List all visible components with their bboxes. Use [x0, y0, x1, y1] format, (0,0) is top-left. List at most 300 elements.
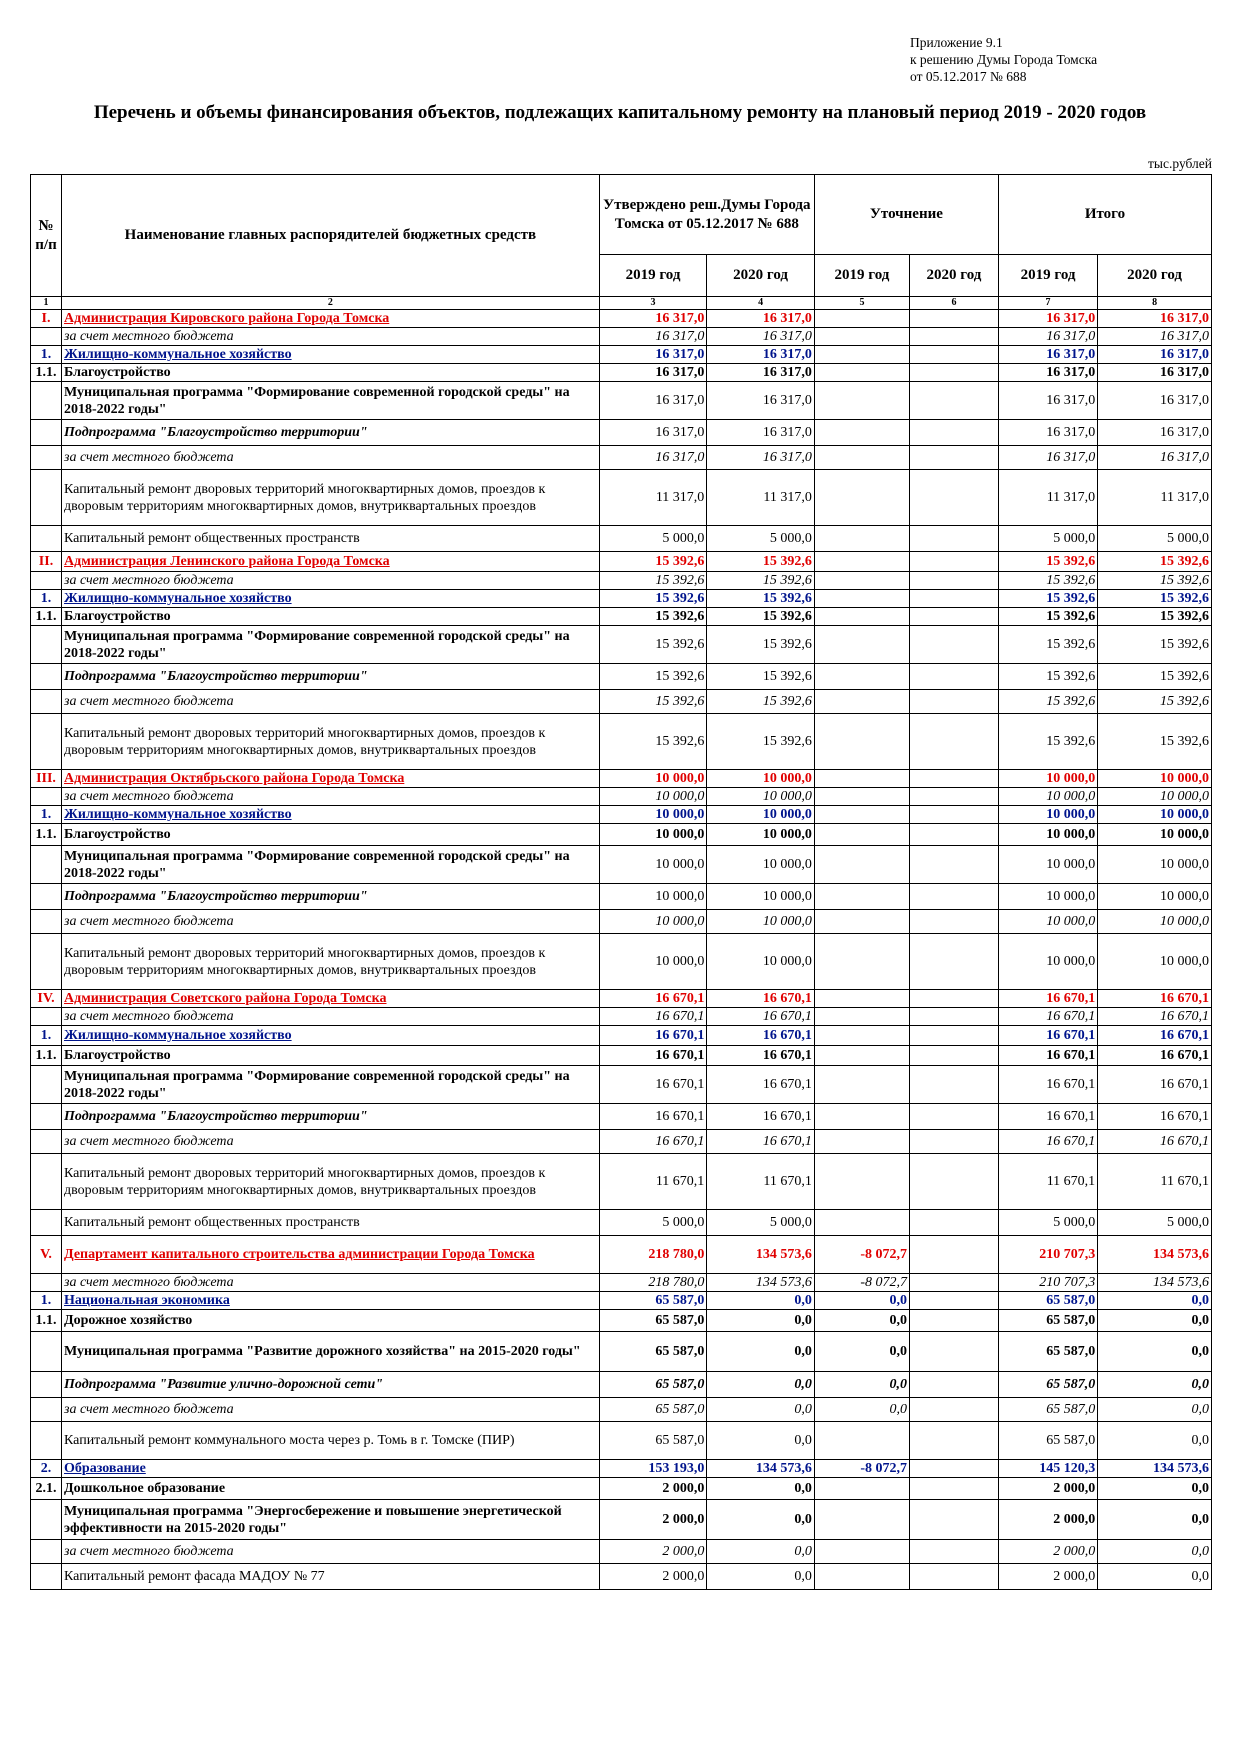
value-total-2020: 16 317,0	[1098, 382, 1212, 420]
value-total-2019: 2 000,0	[998, 1500, 1097, 1540]
header-year-2019: 2019 год	[599, 255, 707, 297]
table-row	[31, 1046, 1212, 1066]
value-total-2019: 210 707,3	[998, 1274, 1097, 1292]
value-total-2019: 2 000,0	[998, 1540, 1097, 1564]
value-total-2019: 16 317,0	[998, 346, 1097, 364]
value-clarification-2019: -8 072,7	[814, 1274, 909, 1292]
value-total-2020: 16 670,1	[1098, 1130, 1212, 1154]
value-clarification-2019	[814, 1540, 909, 1564]
value-total-2019: 15 392,6	[998, 552, 1097, 572]
value-total-2020: 16 317,0	[1098, 420, 1212, 446]
value-clarification-2020	[910, 664, 999, 690]
value-total-2019: 15 392,6	[998, 590, 1097, 608]
value-clarification-2019	[814, 1066, 909, 1104]
row-name: Администрация Советского района Города Томска	[62, 990, 600, 1008]
column-number: 2	[62, 297, 600, 310]
value-approved-2019: 16 670,1	[599, 1066, 707, 1104]
table-row	[31, 328, 1212, 346]
value-clarification-2020	[910, 1026, 999, 1046]
row-number	[31, 626, 62, 664]
row-name: Образование	[62, 1460, 600, 1478]
value-clarification-2019: -8 072,7	[814, 1236, 909, 1274]
row-name: за счет местного бюджета	[62, 446, 600, 470]
value-clarification-2019	[814, 884, 909, 910]
row-number: V.	[31, 1236, 62, 1274]
value-approved-2019: 16 670,1	[599, 1026, 707, 1046]
value-approved-2020: 16 670,1	[707, 1026, 815, 1046]
value-total-2019: 16 317,0	[998, 446, 1097, 470]
value-approved-2019: 15 392,6	[599, 626, 707, 664]
row-number	[31, 1210, 62, 1236]
row-name: Жилищно-коммунальное хозяйство	[62, 346, 600, 364]
value-total-2019: 10 000,0	[998, 806, 1097, 824]
row-number	[31, 1422, 62, 1460]
value-clarification-2019	[814, 1130, 909, 1154]
row-name: Капитальный ремонт дворовых территорий многоквартирных домов, проездов к дворовым территориям многоквартирных домов, внутриквартальных проездов	[62, 470, 600, 526]
value-total-2020: 10 000,0	[1098, 884, 1212, 910]
value-approved-2019: 16 670,1	[599, 1008, 707, 1026]
value-clarification-2019	[814, 1478, 909, 1500]
value-approved-2020: 10 000,0	[707, 824, 815, 846]
value-clarification-2020	[910, 824, 999, 846]
table-row	[31, 1026, 1212, 1046]
row-name: Национальная экономика	[62, 1292, 600, 1310]
value-clarification-2019	[814, 1008, 909, 1026]
column-numbers-row	[31, 297, 1212, 310]
document-title: Перечень и объемы финансирования объектов, подлежащих капитальному ремонту на плановый период 2019 - 2020 годов	[93, 102, 1147, 123]
value-clarification-2019	[814, 608, 909, 626]
table-row	[31, 1398, 1212, 1422]
row-name: Капитальный ремонт дворовых территорий многоквартирных домов, проездов к дворовым территориям многоквартирных домов, внутриквартальных проездов	[62, 714, 600, 770]
value-clarification-2019	[814, 310, 909, 328]
row-number	[31, 1104, 62, 1130]
value-total-2019: 65 587,0	[998, 1398, 1097, 1422]
row-number	[31, 1398, 62, 1422]
row-number	[31, 846, 62, 884]
row-number: 2.	[31, 1460, 62, 1478]
table-row	[31, 1478, 1212, 1500]
value-clarification-2019	[814, 1104, 909, 1130]
value-approved-2020: 15 392,6	[707, 626, 815, 664]
value-total-2020: 10 000,0	[1098, 934, 1212, 990]
value-approved-2020: 134 573,6	[707, 1274, 815, 1292]
table-row	[31, 1500, 1212, 1540]
value-clarification-2019: 0,0	[814, 1292, 909, 1310]
value-clarification-2020	[910, 910, 999, 934]
row-number: 1.	[31, 590, 62, 608]
table-row	[31, 846, 1212, 884]
value-clarification-2019	[814, 382, 909, 420]
value-total-2019: 210 707,3	[998, 1236, 1097, 1274]
value-approved-2019: 2 000,0	[599, 1540, 707, 1564]
value-approved-2019: 5 000,0	[599, 526, 707, 552]
value-clarification-2019	[814, 690, 909, 714]
table-row	[31, 310, 1212, 328]
value-approved-2019: 16 670,1	[599, 990, 707, 1008]
row-number: 1.1.	[31, 824, 62, 846]
header-name: Наименование главных распорядителей бюджетных средств	[62, 175, 600, 297]
value-clarification-2019	[814, 990, 909, 1008]
value-clarification-2019: -8 072,7	[814, 1460, 909, 1478]
value-approved-2020: 10 000,0	[707, 806, 815, 824]
row-name: за счет местного бюджета	[62, 690, 600, 714]
value-total-2019: 65 587,0	[998, 1310, 1097, 1332]
value-approved-2019: 11 670,1	[599, 1154, 707, 1210]
row-number	[31, 446, 62, 470]
value-approved-2019: 65 587,0	[599, 1422, 707, 1460]
units-label: тыс.рублей	[1148, 156, 1212, 171]
row-number	[31, 1332, 62, 1372]
value-clarification-2019	[814, 806, 909, 824]
value-clarification-2020	[910, 1372, 999, 1398]
value-total-2020: 134 573,6	[1098, 1274, 1212, 1292]
value-total-2020: 16 670,1	[1098, 1026, 1212, 1046]
row-number	[31, 1564, 62, 1590]
value-approved-2020: 0,0	[707, 1564, 815, 1590]
value-total-2019: 10 000,0	[998, 846, 1097, 884]
row-number: II.	[31, 552, 62, 572]
value-total-2020: 0,0	[1098, 1500, 1212, 1540]
row-name: Департамент капитального строительства администрации Города Томска	[62, 1236, 600, 1274]
value-clarification-2019	[814, 1046, 909, 1066]
value-approved-2019: 15 392,6	[599, 714, 707, 770]
header-no: № п/п	[31, 175, 62, 297]
value-clarification-2019	[814, 420, 909, 446]
value-clarification-2019	[814, 590, 909, 608]
table-row	[31, 626, 1212, 664]
value-clarification-2020	[910, 364, 999, 382]
value-approved-2020: 10 000,0	[707, 846, 815, 884]
value-approved-2019: 65 587,0	[599, 1292, 707, 1310]
value-approved-2019: 218 780,0	[599, 1274, 707, 1292]
row-name: Благоустройство	[62, 824, 600, 846]
value-approved-2020: 10 000,0	[707, 884, 815, 910]
row-name: Благоустройство	[62, 608, 600, 626]
column-number: 8	[1098, 297, 1212, 310]
value-total-2019: 10 000,0	[998, 910, 1097, 934]
value-total-2020: 16 317,0	[1098, 446, 1212, 470]
value-approved-2019: 5 000,0	[599, 1210, 707, 1236]
row-number: 1.1.	[31, 1310, 62, 1332]
value-approved-2020: 10 000,0	[707, 770, 815, 788]
value-total-2019: 5 000,0	[998, 1210, 1097, 1236]
table-row	[31, 788, 1212, 806]
value-clarification-2020	[910, 1478, 999, 1500]
row-number	[31, 1130, 62, 1154]
table-row	[31, 1540, 1212, 1564]
row-number	[31, 420, 62, 446]
value-approved-2019: 10 000,0	[599, 910, 707, 934]
table-row	[31, 1130, 1212, 1154]
value-approved-2019: 2 000,0	[599, 1478, 707, 1500]
row-name: Подпрограмма "Благоустройство территории"	[62, 664, 600, 690]
table-row	[31, 446, 1212, 470]
value-total-2019: 65 587,0	[998, 1372, 1097, 1398]
value-total-2020: 16 317,0	[1098, 310, 1212, 328]
value-clarification-2020	[910, 572, 999, 590]
value-approved-2019: 65 587,0	[599, 1310, 707, 1332]
value-approved-2020: 16 317,0	[707, 420, 815, 446]
value-clarification-2020	[910, 1274, 999, 1292]
column-number: 3	[599, 297, 707, 310]
row-number	[31, 470, 62, 526]
value-total-2020: 10 000,0	[1098, 770, 1212, 788]
table-row	[31, 1236, 1212, 1274]
row-name: Муниципальная программа "Формирование современной городской среды" на 2018-2022 годы"	[62, 382, 600, 420]
value-approved-2020: 16 317,0	[707, 382, 815, 420]
table-row	[31, 714, 1212, 770]
table-row	[31, 470, 1212, 526]
value-total-2020: 0,0	[1098, 1540, 1212, 1564]
value-total-2020: 15 392,6	[1098, 552, 1212, 572]
table-row	[31, 1422, 1212, 1460]
header-year-2020: 2020 год	[910, 255, 999, 297]
row-number: 1.	[31, 806, 62, 824]
table-row	[31, 364, 1212, 382]
row-name: Администрация Октябрьского района Города Томска	[62, 770, 600, 788]
value-clarification-2020	[910, 1130, 999, 1154]
value-clarification-2019	[814, 346, 909, 364]
row-number	[31, 714, 62, 770]
row-name: Капитальный ремонт дворовых территорий многоквартирных домов, проездов к дворовым территориям многоквартирных домов, внутриквартальных проездов	[62, 934, 600, 990]
value-clarification-2019	[814, 714, 909, 770]
value-approved-2020: 16 670,1	[707, 1046, 815, 1066]
row-number: 1.1.	[31, 608, 62, 626]
value-approved-2019: 15 392,6	[599, 590, 707, 608]
value-total-2020: 0,0	[1098, 1372, 1212, 1398]
value-approved-2020: 15 392,6	[707, 590, 815, 608]
row-name: Благоустройство	[62, 1046, 600, 1066]
value-approved-2019: 2 000,0	[599, 1564, 707, 1590]
value-total-2019: 16 670,1	[998, 1066, 1097, 1104]
row-number	[31, 690, 62, 714]
row-name: Жилищно-коммунальное хозяйство	[62, 806, 600, 824]
value-total-2020: 0,0	[1098, 1332, 1212, 1372]
value-total-2020: 134 573,6	[1098, 1460, 1212, 1478]
value-total-2019: 2 000,0	[998, 1564, 1097, 1590]
value-total-2019: 15 392,6	[998, 608, 1097, 626]
value-total-2019: 10 000,0	[998, 934, 1097, 990]
value-clarification-2020	[910, 626, 999, 664]
value-approved-2020: 0,0	[707, 1310, 815, 1332]
value-approved-2020: 0,0	[707, 1332, 815, 1372]
value-total-2019: 16 317,0	[998, 420, 1097, 446]
value-total-2019: 16 670,1	[998, 1130, 1097, 1154]
row-number: 1.	[31, 346, 62, 364]
value-approved-2020: 0,0	[707, 1500, 815, 1540]
table-row	[31, 910, 1212, 934]
table-row	[31, 1460, 1212, 1478]
table-row	[31, 884, 1212, 910]
row-number	[31, 1540, 62, 1564]
row-number: III.	[31, 770, 62, 788]
value-approved-2019: 10 000,0	[599, 806, 707, 824]
value-approved-2020: 5 000,0	[707, 1210, 815, 1236]
header-year-2020: 2020 год	[1098, 255, 1212, 297]
table-row	[31, 990, 1212, 1008]
value-total-2019: 5 000,0	[998, 526, 1097, 552]
table-row	[31, 1332, 1212, 1372]
value-approved-2020: 11 317,0	[707, 470, 815, 526]
value-total-2020: 10 000,0	[1098, 824, 1212, 846]
value-clarification-2020	[910, 1154, 999, 1210]
row-name: за счет местного бюджета	[62, 1008, 600, 1026]
table-row	[31, 1104, 1212, 1130]
value-total-2020: 16 317,0	[1098, 364, 1212, 382]
value-total-2020: 16 670,1	[1098, 1104, 1212, 1130]
value-approved-2020: 15 392,6	[707, 608, 815, 626]
row-name: Муниципальная программа "Энергосбережение и повышение энергетической эффективности на 2015-2020 годы"	[62, 1500, 600, 1540]
value-total-2020: 15 392,6	[1098, 572, 1212, 590]
value-approved-2019: 10 000,0	[599, 846, 707, 884]
value-total-2019: 65 587,0	[998, 1332, 1097, 1372]
value-approved-2020: 0,0	[707, 1292, 815, 1310]
value-approved-2019: 15 392,6	[599, 572, 707, 590]
value-clarification-2020	[910, 1398, 999, 1422]
value-total-2019: 16 670,1	[998, 1008, 1097, 1026]
value-approved-2020: 15 392,6	[707, 664, 815, 690]
value-total-2019: 16 317,0	[998, 382, 1097, 420]
value-total-2019: 16 317,0	[998, 310, 1097, 328]
value-approved-2020: 16 670,1	[707, 990, 815, 1008]
value-clarification-2020	[910, 1310, 999, 1332]
table-row	[31, 934, 1212, 990]
value-approved-2019: 15 392,6	[599, 690, 707, 714]
value-total-2019: 11 317,0	[998, 470, 1097, 526]
value-total-2019: 10 000,0	[998, 788, 1097, 806]
value-clarification-2020	[910, 884, 999, 910]
table-row	[31, 382, 1212, 420]
value-total-2020: 0,0	[1098, 1478, 1212, 1500]
value-total-2020: 16 670,1	[1098, 1046, 1212, 1066]
row-number	[31, 934, 62, 990]
value-clarification-2019	[814, 1026, 909, 1046]
table-row	[31, 770, 1212, 788]
value-total-2020: 16 670,1	[1098, 990, 1212, 1008]
value-approved-2019: 16 317,0	[599, 420, 707, 446]
appendix-note	[910, 34, 1097, 85]
value-approved-2019: 16 317,0	[599, 310, 707, 328]
value-clarification-2020	[910, 1460, 999, 1478]
value-total-2020: 16 670,1	[1098, 1008, 1212, 1026]
value-clarification-2020	[910, 552, 999, 572]
value-clarification-2020	[910, 382, 999, 420]
value-approved-2020: 15 392,6	[707, 552, 815, 572]
value-approved-2019: 16 670,1	[599, 1104, 707, 1130]
value-clarification-2019	[814, 770, 909, 788]
row-name: Подпрограмма "Благоустройство территории"	[62, 1104, 600, 1130]
row-name: за счет местного бюджета	[62, 1398, 600, 1422]
table-row	[31, 806, 1212, 824]
value-approved-2020: 0,0	[707, 1372, 815, 1398]
value-approved-2020: 0,0	[707, 1398, 815, 1422]
value-approved-2020: 0,0	[707, 1478, 815, 1500]
row-name: за счет местного бюджета	[62, 1274, 600, 1292]
row-name: Капитальный ремонт общественных пространств	[62, 526, 600, 552]
row-number	[31, 884, 62, 910]
value-clarification-2020	[910, 446, 999, 470]
value-clarification-2019: 0,0	[814, 1398, 909, 1422]
value-total-2020: 10 000,0	[1098, 846, 1212, 884]
value-approved-2019: 10 000,0	[599, 770, 707, 788]
value-approved-2020: 10 000,0	[707, 910, 815, 934]
value-approved-2019: 65 587,0	[599, 1372, 707, 1398]
value-clarification-2020	[910, 770, 999, 788]
row-number: IV.	[31, 990, 62, 1008]
value-clarification-2019	[814, 626, 909, 664]
value-clarification-2019	[814, 1564, 909, 1590]
column-number: 1	[31, 297, 62, 310]
value-approved-2020: 16 317,0	[707, 364, 815, 382]
value-total-2020: 16 317,0	[1098, 328, 1212, 346]
table-row	[31, 590, 1212, 608]
row-number	[31, 1154, 62, 1210]
row-name: Капитальный ремонт коммунального моста через р. Томь в г. Томске (ПИР)	[62, 1422, 600, 1460]
table-row	[31, 664, 1212, 690]
value-total-2020: 16 317,0	[1098, 346, 1212, 364]
value-clarification-2019	[814, 1422, 909, 1460]
value-total-2019: 16 670,1	[998, 1026, 1097, 1046]
value-clarification-2020	[910, 328, 999, 346]
value-approved-2019: 10 000,0	[599, 884, 707, 910]
table-row	[31, 1564, 1212, 1590]
value-clarification-2020	[910, 1332, 999, 1372]
header-approved: Утверждено реш.Думы Города Томска от 05.12.2017 № 688	[599, 175, 814, 255]
value-total-2019: 10 000,0	[998, 770, 1097, 788]
table-row	[31, 608, 1212, 626]
value-clarification-2019	[814, 470, 909, 526]
row-name: Администрация Ленинского района Города Томска	[62, 552, 600, 572]
column-number: 5	[814, 297, 909, 310]
table-row	[31, 346, 1212, 364]
row-name: за счет местного бюджета	[62, 1540, 600, 1564]
row-number: 1.1.	[31, 1046, 62, 1066]
row-name: за счет местного бюджета	[62, 788, 600, 806]
value-approved-2019: 2 000,0	[599, 1500, 707, 1540]
value-total-2019: 16 317,0	[998, 328, 1097, 346]
row-number	[31, 1066, 62, 1104]
row-name: Подпрограмма "Развитие улично-дорожной сети"	[62, 1372, 600, 1398]
value-approved-2020: 16 670,1	[707, 1104, 815, 1130]
value-clarification-2020	[910, 846, 999, 884]
table-row	[31, 552, 1212, 572]
table-row	[31, 1154, 1212, 1210]
table-row	[31, 1008, 1212, 1026]
value-total-2019: 65 587,0	[998, 1292, 1097, 1310]
value-total-2020: 0,0	[1098, 1422, 1212, 1460]
value-total-2019: 15 392,6	[998, 664, 1097, 690]
value-approved-2020: 15 392,6	[707, 690, 815, 714]
value-clarification-2019	[814, 572, 909, 590]
value-clarification-2019	[814, 846, 909, 884]
row-name: Подпрограмма "Благоустройство территории"	[62, 420, 600, 446]
value-approved-2020: 16 670,1	[707, 1130, 815, 1154]
value-clarification-2019	[814, 910, 909, 934]
row-number	[31, 382, 62, 420]
value-approved-2020: 0,0	[707, 1540, 815, 1564]
column-number: 6	[910, 297, 999, 310]
value-clarification-2019	[814, 1500, 909, 1540]
row-name: Дошкольное образование	[62, 1478, 600, 1500]
value-clarification-2020	[910, 1236, 999, 1274]
value-total-2020: 11 317,0	[1098, 470, 1212, 526]
value-total-2019: 16 670,1	[998, 1046, 1097, 1066]
value-clarification-2020	[910, 990, 999, 1008]
table-row	[31, 1066, 1212, 1104]
row-name: Капитальный ремонт дворовых территорий многоквартирных домов, проездов к дворовым территориям многоквартирных домов, внутриквартальных проездов	[62, 1154, 600, 1210]
appendix-line: к решению Думы Города Томска	[910, 52, 1098, 67]
value-clarification-2019	[814, 364, 909, 382]
